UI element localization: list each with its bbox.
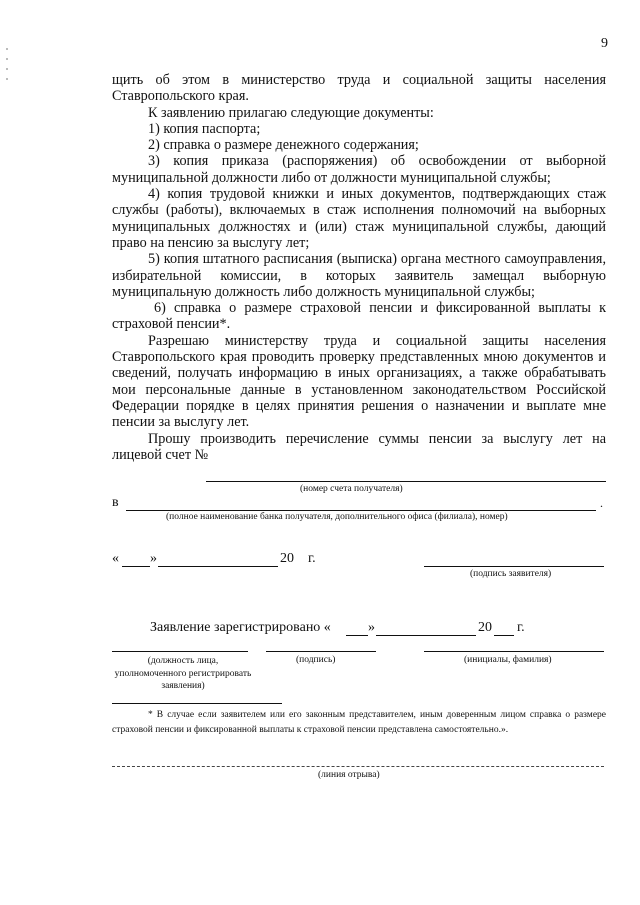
list-item-passport: 1) копия паспорта; [148, 120, 261, 137]
official-signature-line[interactable] [266, 651, 376, 652]
scan-speck [6, 68, 8, 70]
date-year-suffix: г. [308, 551, 316, 566]
page-number: 9 [601, 36, 608, 51]
scan-speck [6, 58, 8, 60]
registration-month-line[interactable] [376, 635, 476, 636]
footnote-separator [112, 703, 282, 704]
list-item-salary-certificate: 2) справка о размере денежного содержания; [148, 137, 419, 154]
scan-speck [6, 48, 8, 50]
account-number-line[interactable] [206, 481, 606, 482]
bank-name-caption: (полное наименование банка получателя, дополнительного офиса (филиала), номер) [166, 512, 508, 522]
document-body [112, 72, 606, 463]
bank-prefix: в [112, 495, 119, 510]
official-position-line[interactable] [112, 651, 248, 652]
official-signature-caption: (подпись) [296, 655, 336, 665]
official-name-line[interactable] [424, 651, 604, 652]
official-position-caption: (должность лица, уполномоченного регистрировать заявления) [114, 656, 252, 691]
bank-line-dot: . [600, 496, 603, 510]
registration-year-prefix: 20 [478, 620, 492, 635]
paragraph-consent: Разрешаю министерству труда и социальной защиты населения Ставропольского края проводить проверку представленных мною документов и сведений, получать информацию в иных организациях, а также обрабатывать мои персональные данные в установленном законодательством Российской Федерации порядке в целях принятия решения о назначении и выплате мне пенсии за выслугу лет. [112, 332, 606, 431]
tear-line-caption: (линия отрыва) [318, 770, 380, 780]
registration-close-quote: » [368, 620, 375, 635]
registration-day-line[interactable] [346, 635, 368, 636]
date-open-quote: « [112, 551, 119, 566]
footnote-text: * В случае если заявителем или его законным представителем, иным доверенным лицом справка о размере страховой пенсии и фиксированной выплаты к страховой пенсии представлена самостоятельно.». [112, 710, 606, 735]
official-name-caption: (инициалы, фамилия) [464, 655, 552, 665]
registration-label: Заявление зарегистрировано « [150, 620, 331, 635]
scan-speck [6, 78, 8, 80]
date-close-quote: » [150, 551, 157, 566]
list-item-employment-record: 4) копия трудовой книжки и иных документов, подтверждающих стаж службы (работы), включаемых в стаж исполнения полномочий на выборных муниципальных должностях и (или) стаж муниципальной службы, дающий право на пенсию за выслугу лет; [112, 186, 606, 251]
applicant-signature-caption: (подпись заявителя) [470, 569, 552, 579]
date-year-prefix: 20 [280, 551, 294, 566]
paragraph-account-request: Прошу производить перечисление суммы пенсии за выслугу лет на лицевой счет № [112, 430, 606, 463]
list-item-staff-schedule: 5) копия штатного расписания (выписка) органа местного самоуправления, избирательной комиссии, в которых заявитель замещал выборную муниципальную должность либо должность муниципальной службы; [112, 251, 606, 300]
list-item-dismissal-order: 3) копия приказа (распоряжения) об освобождении от выборной муниципальной должности либо от должности муниципальной службы; [112, 153, 606, 186]
registration-year-line[interactable] [494, 635, 514, 636]
paragraph-attachments-intro: К заявлению прилагаю следующие документы: [148, 104, 434, 121]
date-day-line[interactable] [122, 566, 150, 567]
paragraph-continuation: щить об этом в министерство труда и социальной защиты населения Ставропольского края. [112, 72, 606, 105]
bank-name-line[interactable] [126, 510, 596, 511]
date-month-line[interactable] [158, 566, 278, 567]
list-item-pension-certificate: 6) справка о размере страховой пенсии и фиксированной выплаты к страховой пенсии*. [112, 300, 606, 333]
applicant-signature-line[interactable] [424, 566, 604, 567]
registration-year-suffix: г. [517, 620, 525, 635]
account-number-caption: (номер счета получателя) [300, 484, 403, 494]
tear-line [112, 766, 604, 767]
